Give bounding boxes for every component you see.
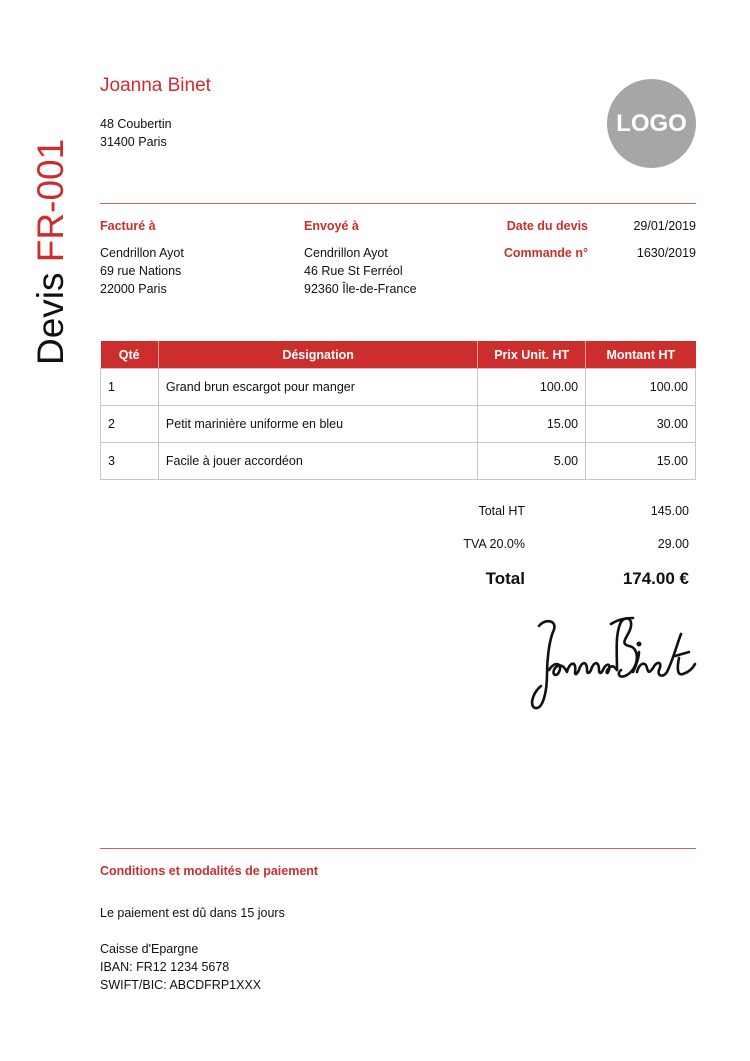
sender-name: Joanna Binet <box>100 75 211 96</box>
order-number-label: Commande n° <box>503 246 588 260</box>
sender-address-line2: 31400 Paris <box>100 135 167 149</box>
row-amount: 30.00 <box>586 406 696 443</box>
shipped-to-address <box>304 244 417 298</box>
row-amount: 100.00 <box>586 369 696 406</box>
payment-terms: Le paiement est dû dans 15 jours <box>100 906 285 920</box>
row-description: Petit marinière uniforme en bleu <box>158 406 477 443</box>
billed-to-label: Facturé à <box>100 219 156 233</box>
shipped-to-name: Cendrillon Ayot <box>304 246 388 260</box>
sender-address <box>100 115 172 151</box>
bank-details <box>100 940 261 994</box>
table-header-row <box>101 341 696 369</box>
document-number: FR-001 <box>30 138 71 263</box>
row-unit-price: 15.00 <box>478 406 586 443</box>
row-qty: 1 <box>101 369 159 406</box>
subtotal-value: 145.00 <box>650 504 689 518</box>
billed-to-address <box>100 244 184 298</box>
header-qty: Qté <box>101 341 159 369</box>
row-unit-price: 5.00 <box>478 443 586 480</box>
row-description: Facile à jouer accordéon <box>158 443 477 480</box>
billed-to-line2: 22000 Paris <box>100 282 167 296</box>
company-logo: LOGO <box>607 79 696 168</box>
table-row <box>101 406 696 443</box>
subtotal-label: Total HT <box>478 504 525 518</box>
row-qty: 2 <box>101 406 159 443</box>
shipped-to-label: Envoyé à <box>304 219 359 233</box>
bank-swift: SWIFT/BIC: ABCDFRP1XXX <box>100 978 262 992</box>
row-amount: 15.00 <box>586 443 696 480</box>
total-label: Total <box>485 569 525 588</box>
shipped-to-line2: 92360 Île-de-France <box>304 282 417 296</box>
row-qty: 3 <box>101 443 159 480</box>
shipped-to-line1: 46 Rue St Ferréol <box>304 264 403 278</box>
quote-date-value: 29/01/2019 <box>633 219 696 233</box>
row-description: Grand brun escargot pour manger <box>158 369 477 406</box>
header-unit-price: Prix Unit. HT <box>478 341 586 369</box>
billed-to-line1: 69 rue Nations <box>100 264 182 278</box>
quote-date-label: Date du devis <box>506 219 588 233</box>
table-row <box>101 369 696 406</box>
row-unit-price: 100.00 <box>478 369 586 406</box>
order-number-value: 1630/2019 <box>636 246 696 260</box>
total-value: 174.00 € <box>622 569 689 588</box>
tax-value: 29.00 <box>657 537 689 551</box>
document-title <box>26 120 76 365</box>
items-table <box>100 341 696 480</box>
document-title-word: Devis <box>30 272 71 365</box>
sender-address-line1: 48 Coubertin <box>100 117 172 131</box>
header-description: Désignation <box>158 341 477 369</box>
tax-label: TVA 20.0% <box>463 537 525 551</box>
table-row <box>101 443 696 480</box>
signature-image <box>525 612 700 717</box>
billed-to-name: Cendrillon Ayot <box>100 246 184 260</box>
header-divider <box>100 203 696 204</box>
footer-divider <box>100 848 696 849</box>
conditions-title: Conditions et modalités de paiement <box>100 864 319 878</box>
bank-iban: IBAN: FR12 1234 5678 <box>100 960 230 974</box>
bank-name: Caisse d'Epargne <box>100 942 199 956</box>
header-amount: Montant HT <box>586 341 696 369</box>
